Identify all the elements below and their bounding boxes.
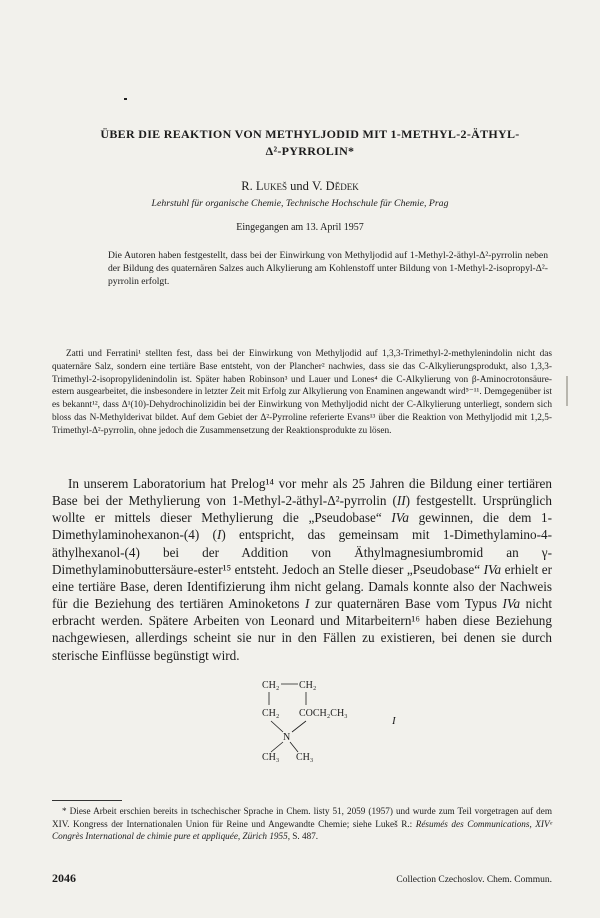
intro-text: Zatti und Ferratini¹ stellten fest, dass bei der Einwirkung von Methyljodid auf 1,3,3-Trimethyl-2-methylenindolin nicht das quaternäre Salz, sondern eine tertiäre Base entsteht, von der Plancher² nachwies, dass sie das C-Alkylierungsprodukt, also 1,3,3-Trimethyl-2-isopropylidenindolin ist. Später haben Robinson³ und Lauer und Lones⁴ die C-Alkylierung von β-Aminocrotonsäure-estern ausgearbeitet, die insbesondere in letzter Zeit mit Erfolg zur Alkylierung von Enaminen angewandt wird⁵⁻¹¹. Demgegenüber ist es bekannt¹², dass Δ¹(10)-Dehydrochinolizidin bei der Einwirkung von Methyljodid nicht der C-Alkylierung unterliegt, sondern sich bloss das N-Methylderivat bildet. Auf dem Gebiet der Δ²-Pyrroline referierte Evans¹³ über die Reaktion von Methyljodid mit 1,2,5-Trimethyl-Δ²-pyrrolin, ohne jedoch die Zusammensetzung der Reaktionsprodukte zu lösen. — [52, 349, 552, 436]
main-text-run: ) festgestellt. Ursprünglich wollte er mittels dieser Methylierung die „Pseudobase“ — [52, 493, 552, 526]
formula-top-left: CH₂ — [262, 680, 280, 691]
page-number: 2046 — [52, 871, 76, 885]
footnote-run: S. 487. — [290, 831, 319, 842]
formula-nitrogen: N — [283, 732, 291, 743]
title-line-1: ÜBER DIE REAKTION VON METHYLJODID MIT 1-METHYL-2-ÄTHYL- — [100, 127, 520, 141]
structural-formula — [240, 672, 440, 767]
journal-name: Collection Czechoslov. Chem. Commun. — [396, 875, 552, 885]
compound-ref: I — [216, 527, 222, 543]
compound-ref: IVa — [483, 561, 502, 577]
formula-number: I — [392, 715, 396, 727]
footnote — [52, 805, 552, 843]
introduction — [52, 348, 552, 438]
formula-bottom-left: CH₃ — [262, 752, 280, 763]
title-line-2: Δ²-PYRROLIN* — [265, 144, 355, 159]
author-conjunction: und — [290, 179, 309, 193]
scan-artifact — [566, 376, 568, 406]
main-text-run: gewinnen, die dem 1-Dimethylaminohexanon-(4) ( — [52, 510, 552, 543]
formula-mid-right: COCH₂CH₃ — [299, 708, 348, 719]
main-text-run: zur quaternären Base vom Typus — [309, 596, 503, 612]
article-title — [60, 126, 560, 161]
authors — [0, 179, 600, 194]
footnote-rule — [52, 800, 122, 801]
formula-bottom-right: CH₃ — [296, 752, 314, 763]
main-text-run: erhielt er eine tertiäre Base, deren Identifizierung ihm nicht gelang. Damals konnte also der Nachweis für die Beziehung des tertiären Aminoketons — [52, 561, 552, 612]
main-text-run: ) entspricht, das gemeinsam mit 1-Dimethylamino-4-äthylhexanol-(4) bei der Addition von Äthylmagnesiumbromid an γ-Dimethylaminobuttersäure-ester¹⁵ entsteht. Jedoch an Stelle dieser „Pseudobase“ — [52, 527, 552, 577]
abstract-text: Die Autoren haben festgestellt, dass bei der Einwirkung von Methyljodid auf 1-Methyl-2-äthyl-Δ²-pyrrolin neben der Bildung des quaternären Salzes auch Alkylierung am Kohlenstoff unter Bildung von 1-Methyl-2-isopropyl-Δ²-pyrrolin erfolgt. — [108, 250, 548, 288]
ink-mark — [124, 98, 127, 100]
formula-drawing — [240, 672, 440, 767]
main-text — [52, 475, 552, 664]
footnote-citation: Résumés des Communications, XIVᵉ Congrès International de chimie pure et appliquée, Zürich 1955, — [52, 818, 553, 842]
compound-ref: I — [304, 596, 310, 612]
compound-ref: II — [396, 493, 406, 509]
affiliation: Lehrstuhl für organische Chemie, Technische Hochschule für Chemie, Prag — [151, 198, 449, 209]
main-paragraph — [52, 475, 552, 664]
author-dedek: V. Dědek — [312, 179, 359, 193]
abstract — [108, 249, 548, 289]
main-text-run: In unserem Laboratorium hat Prelog¹⁴ vor mehr als 25 Jahren die Bildung einer tertiären Base bei der Methylierung von 1-Methyl-2-äthyl-Δ²-pyrrolin ( — [52, 476, 552, 509]
compound-ref: IVa — [391, 510, 409, 526]
formula-mid-left: CH₂ — [262, 708, 280, 719]
footnote-run: * Diese Arbeit erschien bereits in tschechischer Sprache in Chem. listy 51, 2059 (1957) und wurde zum Teil vorgetragen auf dem XIV. Kongress der Internationalen Union für Reine und Angewandte Chemie; siehe Lukeš R.: — [52, 806, 552, 829]
received-date: Eingegangen am 13. April 1957 — [236, 222, 364, 233]
main-text-run: nicht erbracht werden. Spätere Arbeiten von Leonard und Mitarbeitern¹⁶ haben diese Beziehung nachgewiesen, allerdings scheint sie nur in den Fällen zu existieren, bei denen sie durch sterische Einflüsse begünstigt wird. — [52, 596, 552, 663]
footnote-text — [52, 805, 552, 843]
compound-ref: IVa — [502, 596, 521, 612]
author-lukes: R. Lukeš — [241, 179, 288, 193]
formula-top-right: CH₂ — [299, 680, 317, 691]
